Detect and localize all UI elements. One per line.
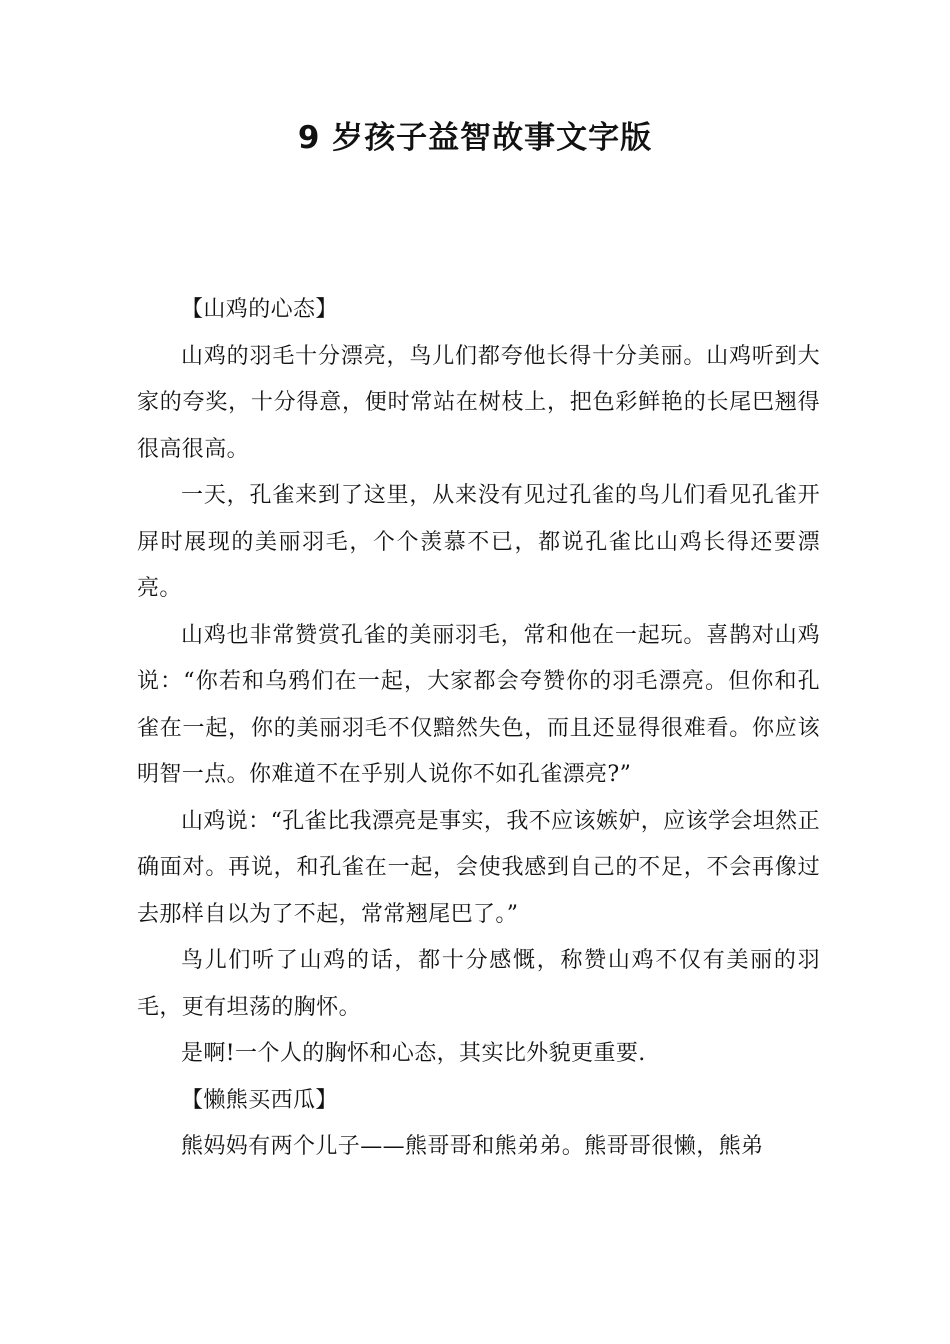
document-body bbox=[137, 287, 820, 1171]
body-paragraph: 山鸡的羽毛十分漂亮，鸟儿们都夸他长得十分美丽。山鸡听到大家的夸奖，十分得意，便时常站在树枝上，把色彩鲜艳的长尾巴翘得很高很高。 bbox=[137, 343, 820, 462]
body-paragraph: 鸟儿们听了山鸡的话，都十分感慨，称赞山鸡不仅有美丽的羽毛，更有坦荡的胸怀。 bbox=[137, 948, 820, 1020]
document-title: 9 岁孩子益智故事文字版 bbox=[297, 120, 653, 156]
body-paragraph: 山鸡说：“孔雀比我漂亮是事实，我不应该嫉妒，应该学会坦然正确面对。再说，和孔雀在一起，会使我感到自己的不足，不会再像过去那样自以为了不起，常常翘尾巴了。” bbox=[137, 808, 820, 927]
section-heading-shanji: 【山鸡的心态】 bbox=[181, 297, 338, 322]
body-paragraph: 山鸡也非常赞赏孔雀的美丽羽毛，常和他在一起玩。喜鹊对山鸡说：“你若和乌鸦们在一起，大家都会夸赞你的羽毛漂亮。但你和孔雀在一起，你的美丽羽毛不仅黯然失色，而且还显得很难看。你应该明智一点。你难道不在乎别人说你不如孔雀漂亮?” bbox=[137, 622, 820, 787]
body-paragraph: 一天，孔雀来到了这里，从来没有见过孔雀的鸟儿们看见孔雀开屏时展现的美丽羽毛，个个羡慕不已，都说孔雀比山鸡长得还要漂亮。 bbox=[137, 483, 820, 601]
body-paragraph: 是啊!一个人的胸怀和心态，其实比外貌更重要. bbox=[181, 1041, 646, 1066]
body-paragraph: 熊妈妈有两个儿子——熊哥哥和熊弟弟。熊哥哥很懒，熊弟 bbox=[181, 1134, 764, 1159]
section-heading-lanxiong: 【懒熊买西瓜】 bbox=[181, 1087, 338, 1113]
